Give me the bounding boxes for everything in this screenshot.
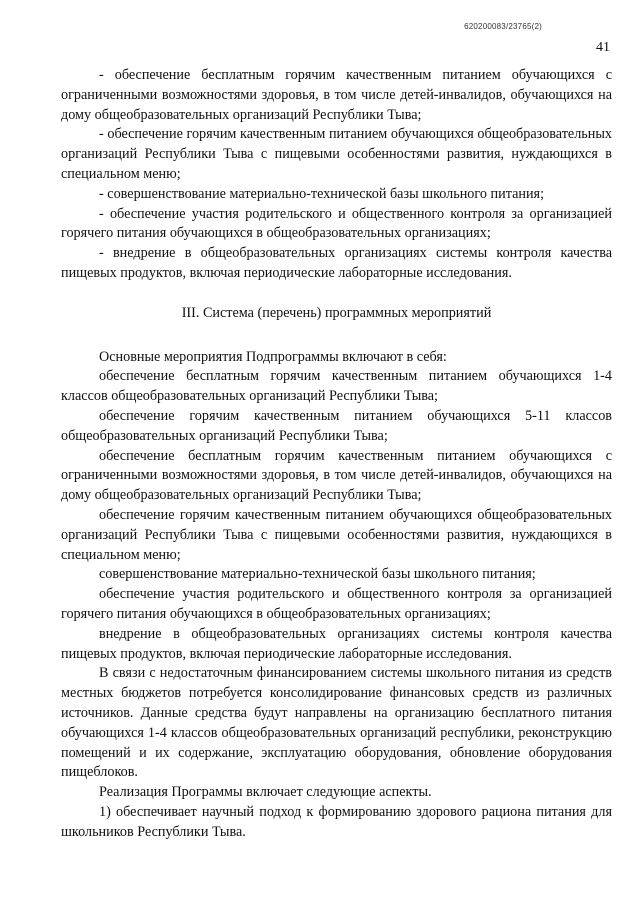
measure-item: обеспечение горячим качественным питанием обучающихся общеобразовательных организаций Республики Тыва с пищевыми особенностями развития, нуждающихся в специальном меню; [61, 506, 612, 563]
section-title: III. Система (перечень) программных мероприятий [181, 304, 492, 321]
measures-intro: Основные мероприятия Подпрограммы включают в себя: [99, 348, 447, 365]
measure-item: обеспечение бесплатным горячим качественным питанием обучающихся с ограниченными возможностями здоровья, в том числе детей-инвалидов, обучающихся на дому общеобразовательных организаций Республики Тыва; [61, 447, 612, 504]
intro-list-item: - обеспечение бесплатным горячим качественным питанием обучающихся с ограниченными возможностями здоровья, в том числе детей-инвалидов, обучающихся на дому общеобразовательных организаций Республики Тыва; [61, 67, 612, 123]
document-registration-number: 620200083/23765(2) [464, 22, 542, 31]
page-number: 41 [596, 40, 610, 55]
aspect-item: 1) обеспечивает научный подход к формированию здорового рациона питания для школьников Республики Тыва. [61, 803, 612, 840]
measure-item: обеспечение участия родительского и общественного контроля за организацией горячего питания обучающихся в общеобразовательных организациях; [61, 586, 612, 622]
intro-list-item: - совершенствование материально-технической базы школьного питания; [99, 185, 545, 202]
measure-item: обеспечение бесплатным горячим качественным питанием обучающихся 1-4 классов общеобразовательных организаций Республики Тыва; [61, 368, 612, 405]
aspects-intro: Реализация Программы включает следующие аспекты. [99, 784, 432, 801]
document-body [61, 66, 612, 842]
measure-item: совершенствование материально-технической базы школьного питания; [99, 566, 536, 583]
intro-list-item: - внедрение в общеобразовательных организациях системы контроля качества пищевых продуктов, включая периодические лабораторные исследования. [61, 245, 612, 281]
intro-list-item: - обеспечение горячим качественным питанием обучающихся общеобразовательных организаций Республики Тыва с пищевыми особенностями развития, нуждающихся в специальном меню; [61, 126, 612, 182]
measure-item: обеспечение горячим качественным питанием обучающихся 5-11 классов общеобразовательных организаций Республики Тыва; [61, 407, 612, 444]
intro-list-item: - обеспечение участия родительского и общественного контроля за организацией горячего питания обучающихся в общеобразовательных организациях; [61, 205, 612, 242]
funding-paragraph: В связи с недостаточным финансированием системы школьного питания из средств местных бюджетов потребуется консолидирование финансовых средств из различных источников. Данные средства будут направлены на организацию бесплатного питания обучающихся 1-4 классов общеобразовательных организаций республики, реконструкцию помещений и их содержание, эксплуатацию оборудования, обновление оборудования пищеблоков. [61, 665, 612, 781]
measure-item: внедрение в общеобразовательных организациях системы контроля качества пищевых продуктов, включая периодические лабораторные исследования. [61, 625, 612, 662]
